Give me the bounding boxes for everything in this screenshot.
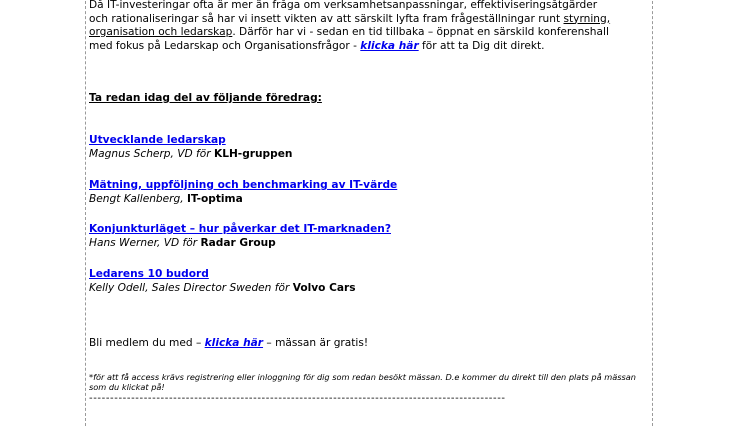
intro-line-1: Då IT-investeringar ofta är mer än fråga om verksamhetsanpassningar, effektiviseringsåtgärder: [89, 0, 598, 11]
speaker-company: KLH-gruppen: [213, 147, 293, 160]
speaker-company: Radar Group: [200, 236, 276, 249]
ledarskap-hall-link[interactable]: klicka här: [360, 39, 419, 52]
talk-item: [89, 268, 356, 295]
membership-line: [89, 337, 368, 351]
intro-underlined-2: organisation och ledarskap: [89, 26, 233, 38]
speaker-name: Bengt Kallenberg,: [89, 192, 187, 205]
talk-speaker: [89, 237, 391, 251]
talk-title-link[interactable]: Ledarens 10 budord: [89, 268, 209, 280]
talk-title-link[interactable]: Mätning, uppföljning och benchmarking av IT-värde: [89, 179, 398, 191]
speaker-name: Hans Werner, VD för: [89, 236, 201, 249]
intro-underlined-1: styrning,: [563, 12, 611, 25]
speaker-name: Magnus Scherp, VD för: [89, 147, 214, 160]
talk-item: [89, 179, 397, 206]
intro-line-4: med fokus på Ledarskap och Organisationsfrågor -: [89, 39, 361, 52]
talk-title-link[interactable]: Utvecklande ledarskap: [89, 134, 226, 146]
talk-speaker: [89, 282, 356, 296]
talk-item: [89, 134, 292, 161]
member-text-before: Bli medlem du med –: [89, 337, 205, 349]
intro-line-3: . Därför har vi - sedan en tid tillbaka – öppnat en särskild konferenshall: [232, 26, 609, 38]
speaker-company: Volvo Cars: [292, 281, 356, 294]
talks-heading: Ta redan idag del av följande föredrag:: [89, 92, 322, 104]
membership-link[interactable]: klicka här: [204, 337, 264, 349]
intro-line-4-end: för att ta Dig dit direkt.: [418, 39, 545, 52]
content-frame: [85, 0, 653, 426]
intro-paragraph: [89, 0, 610, 53]
divider-line: ---------------------------------------------------------------------------------------------------: [89, 393, 506, 404]
speaker-name: Kelly Odell, Sales Director Sweden för: [89, 281, 293, 294]
talk-speaker: [89, 148, 292, 162]
talk-speaker: [89, 193, 397, 207]
member-text-after: – mässan är gratis!: [263, 337, 369, 349]
speaker-company: IT-optima: [186, 192, 243, 205]
talk-title-link[interactable]: Konjunkturläget – hur påverkar det IT-marknaden?: [89, 223, 391, 235]
intro-line-2: och rationaliseringar så har vi insett vikten av att särskilt lyfta fram frågeställningar runt: [89, 12, 564, 25]
talk-item: [89, 223, 391, 250]
footnote: *för att få access krävs registrering eller inloggning för dig som redan besökt mässan. D.e kommer du direkt till den plats på mässan som du klickat på!: [89, 372, 636, 392]
